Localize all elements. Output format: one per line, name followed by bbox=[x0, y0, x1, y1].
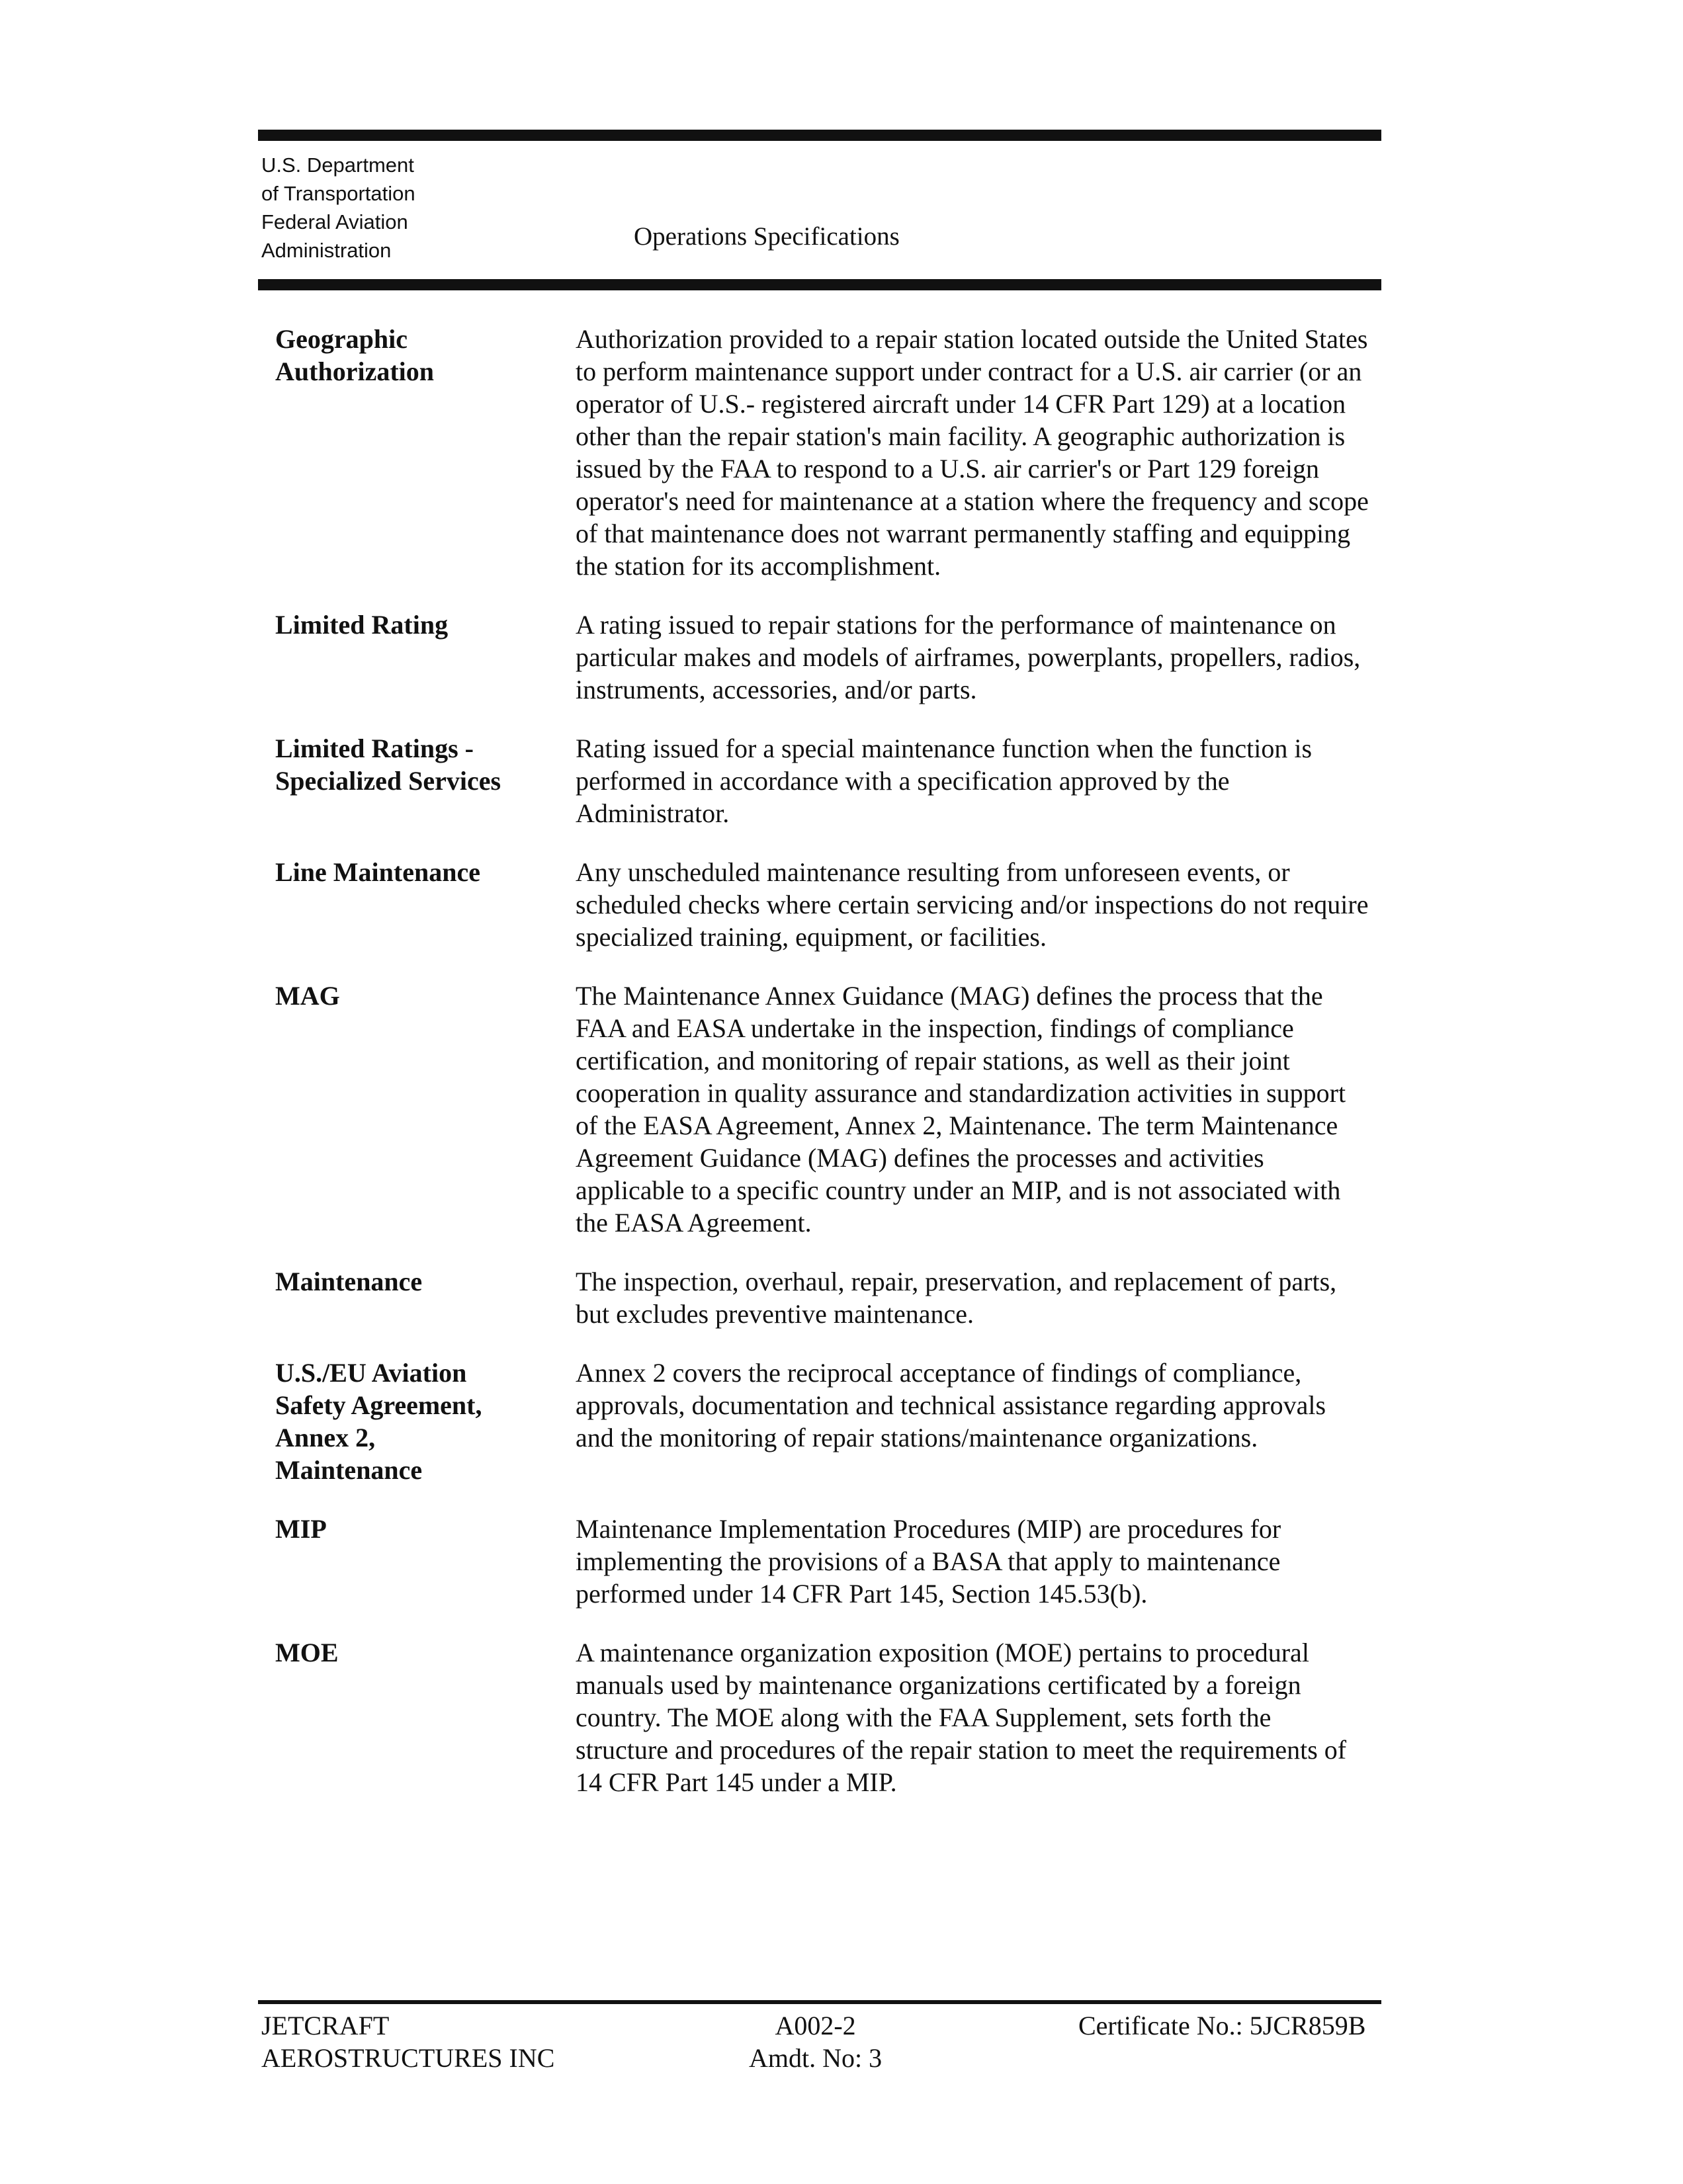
term-line: Line Maintenance bbox=[275, 857, 480, 887]
agency-line: Administration bbox=[261, 239, 392, 262]
entry-definition: Rating issued for a special maintenance function when the function is performed in accordance with a specification approved by the Administrator. bbox=[576, 734, 1313, 828]
entry-term bbox=[275, 856, 576, 953]
header-top-rule bbox=[258, 130, 1381, 141]
footer-rule bbox=[258, 2000, 1381, 2004]
company-line: JETCRAFT bbox=[261, 2011, 390, 2040]
term-line: Safety Agreement, bbox=[275, 1390, 482, 1420]
definition-entry bbox=[275, 1636, 1381, 1798]
entry-definition: Any unscheduled maintenance resulting from unforeseen events, or scheduled checks where certain servicing and/or inspections do not require specialized training, equipment, or facilities. bbox=[576, 857, 1369, 952]
definition-entry bbox=[275, 1357, 1381, 1486]
term-line: Specialized Services bbox=[275, 766, 501, 796]
term-line: U.S./EU Aviation bbox=[275, 1358, 467, 1388]
entry-definition: Maintenance Implementation Procedures (MIP) are procedures for implementing the provisions of a BASA that apply to maintenance performed under 14 CFR Part 145, Section 145.53(b). bbox=[576, 1514, 1281, 1609]
agency-name bbox=[261, 151, 415, 265]
definition-entry bbox=[275, 609, 1381, 706]
entry-term bbox=[275, 1636, 576, 1798]
company-line: AEROSTRUCTURES INC bbox=[261, 2043, 555, 2073]
definition-entry bbox=[275, 856, 1381, 953]
page-id: A002-2 bbox=[775, 2011, 856, 2040]
footer-page-info bbox=[749, 2009, 882, 2074]
entry-term bbox=[275, 323, 576, 582]
definition-entry bbox=[275, 323, 1381, 582]
term-line: MOE bbox=[275, 1638, 339, 1667]
term-line: Annex 2, bbox=[275, 1423, 376, 1452]
header-bottom-rule bbox=[258, 279, 1381, 290]
amendment-number: Amdt. No: 3 bbox=[749, 2043, 883, 2073]
footer-company bbox=[261, 2009, 554, 2074]
document-title: Operations Specifications bbox=[634, 222, 900, 251]
entry-definition: The inspection, overhaul, repair, preservation, and replacement of parts, but excludes preventive maintenance. bbox=[576, 1267, 1337, 1329]
entry-term bbox=[275, 1513, 576, 1610]
term-line: Limited Rating bbox=[275, 610, 449, 640]
agency-line: U.S. Department bbox=[261, 153, 414, 177]
entry-term bbox=[275, 609, 576, 706]
agency-line: of Transportation bbox=[261, 182, 415, 205]
definition-entry bbox=[275, 1513, 1381, 1610]
certificate-number: Certificate No.: 5JCR859B bbox=[1078, 2011, 1366, 2040]
term-line: Authorization bbox=[275, 357, 434, 386]
agency-line: Federal Aviation bbox=[261, 210, 408, 233]
entry-term bbox=[275, 1265, 576, 1330]
entry-definition: A rating issued to repair stations for the performance of maintenance on particular makes and models of airframes, powerplants, propellers, radios, instruments, accessories, and/or parts. bbox=[576, 610, 1361, 704]
term-line: Maintenance bbox=[275, 1267, 423, 1296]
term-line: MIP bbox=[275, 1514, 327, 1544]
term-line: MAG bbox=[275, 981, 340, 1011]
definitions-list bbox=[275, 323, 1381, 1825]
entry-definition: A maintenance organization exposition (MOE) pertains to procedural manuals used by maintenance organizations certificated by a foreign country. The MOE along with the FAA Supplement, sets forth the structure and procedures of the repair station to meet the requirements of 14 CFR Part 145 under a MIP. bbox=[576, 1638, 1347, 1797]
entry-term bbox=[275, 980, 576, 1239]
term-line: Geographic bbox=[275, 324, 408, 354]
term-line: Maintenance bbox=[275, 1455, 423, 1485]
term-line: Limited Ratings - bbox=[275, 734, 474, 763]
definition-entry bbox=[275, 1265, 1381, 1330]
entry-definition: Annex 2 covers the reciprocal acceptance of findings of compliance, approvals, documentation and technical assistance regarding approvals and the monitoring of repair stations/maintenance organizations. bbox=[576, 1358, 1326, 1452]
definition-entry bbox=[275, 732, 1381, 829]
entry-term bbox=[275, 732, 576, 829]
entry-definition: Authorization provided to a repair station located outside the United States to perform maintenance support under contract for a U.S. air carrier (or an operator of U.S.- registered aircraft under 14 CFR Part 129) at a location other than the repair station's main facility. A geographic authorization is issued by the FAA to respond to a U.S. air carrier's or Part 129 foreign operator's need for maintenance at a station where the frequency and scope of that maintenance does not warrant permanently staffing and equipping the station for its accomplishment. bbox=[576, 324, 1369, 581]
entry-definition: The Maintenance Annex Guidance (MAG) defines the process that the FAA and EASA undertake in the inspection, findings of compliance certification, and monitoring of repair stations, as well as their joint cooperation in quality assurance and standardization activities in support of the EASA Agreement, Annex 2, Maintenance. The term Maintenance Agreement Guidance (MAG) defines the processes and activities applicable to a specific country under an MIP, and is not associated with the EASA Agreement. bbox=[576, 981, 1346, 1238]
definition-entry bbox=[275, 980, 1381, 1239]
entry-term bbox=[275, 1357, 576, 1486]
